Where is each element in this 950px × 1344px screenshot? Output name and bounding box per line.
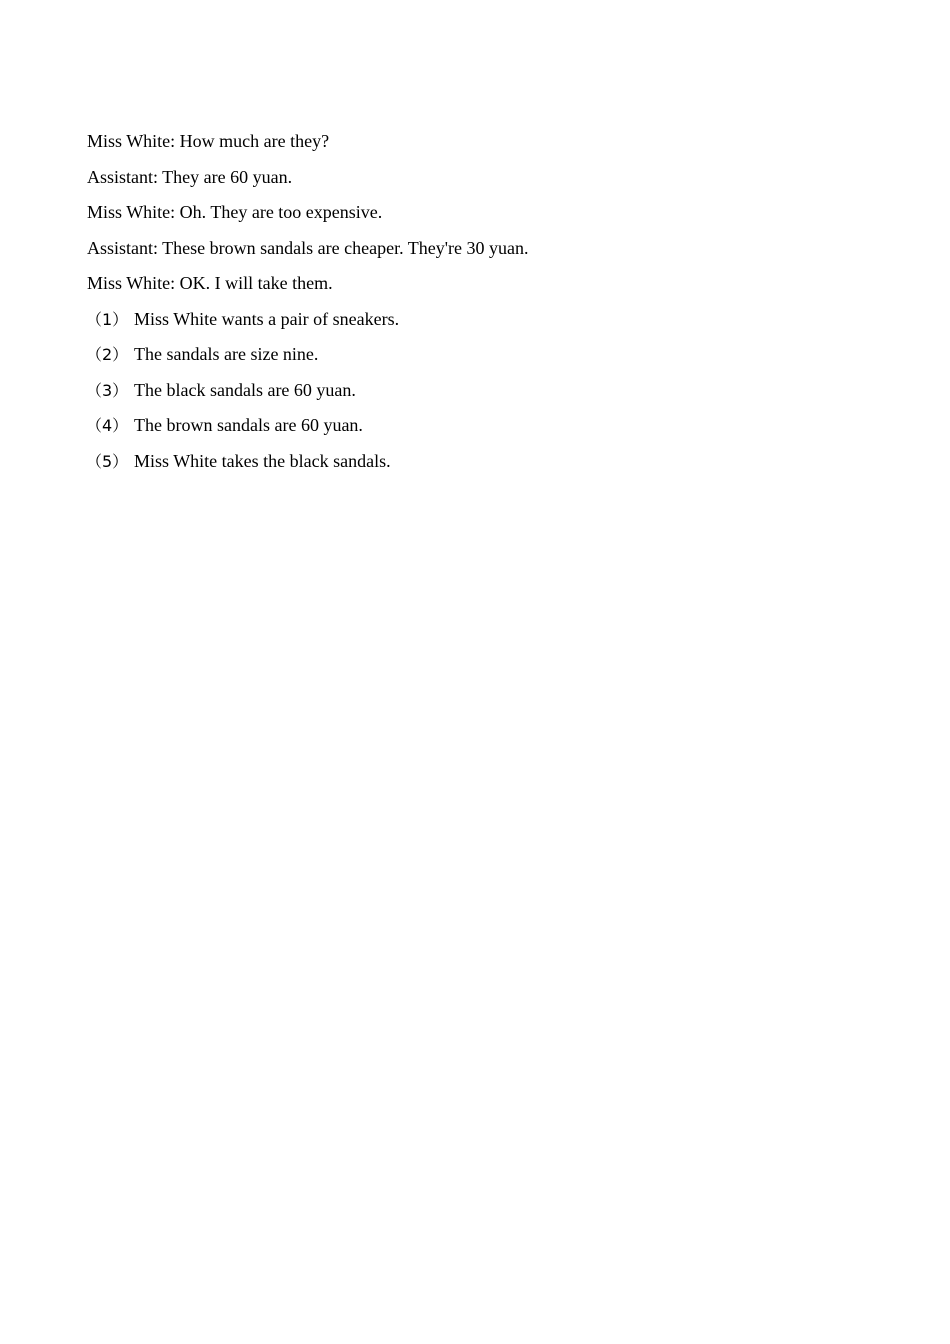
question-text: The sandals are size nine. [134,344,319,364]
question-text: The brown sandals are 60 yuan. [134,415,363,435]
dialogue-line: Miss White: How much are they? [87,131,330,151]
question-number: （5） [86,451,129,471]
question-number: （4） [86,416,129,435]
question-item [86,444,867,480]
question-item [86,337,867,373]
dialogue-line: Miss White: OK. I will take them. [87,273,333,293]
dialogue-line: Assistant: They are 60 yuan. [87,166,293,187]
document-body [87,124,867,479]
question-number: （3） [86,380,129,400]
dialogue-line: Assistant: These brown sandals are cheaper. They're 30 yuan. [87,237,529,258]
question-item [86,302,867,338]
question-text: The black sandals are 60 yuan. [134,379,356,400]
question-text: Miss White wants a pair of sneakers. [134,308,400,329]
question-item [86,408,867,444]
question-number: （2） [86,345,129,364]
question-item [86,373,867,409]
question-number: （1） [86,309,129,329]
question-text: Miss White takes the black sandals. [134,450,391,471]
dialogue-line: Miss White: Oh. They are too expensive. [87,202,383,222]
